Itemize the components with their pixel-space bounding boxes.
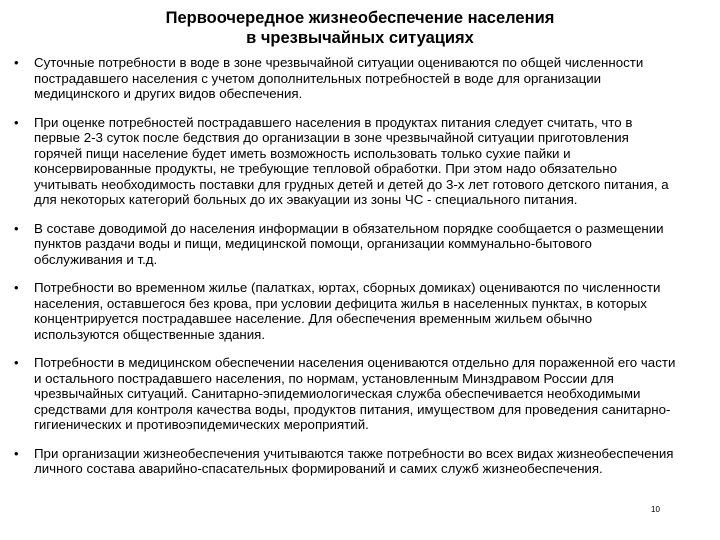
bullet-text-information: В составе доводимой до населения информации в обязательном порядке сообщается о размещении пунктов раздачи воды и пищи, медицинской помощи, организации коммунально-бытового обслуживания и т.д. xyxy=(34,220,664,267)
list-item xyxy=(12,355,680,433)
bullet-icon: • xyxy=(14,280,19,295)
list-item xyxy=(12,280,680,342)
bullet-text-water: Суточные потребности в воде в зоне чрезвычайной ситуации оцениваются по общей численности пострадавшего населения с учетом дополнительных потребностей в воде для организации медицинского и других видов обеспечения. xyxy=(34,55,644,101)
list-item xyxy=(12,115,680,208)
bullet-icon: • xyxy=(14,55,19,70)
bullet-icon: • xyxy=(14,445,19,461)
page-number: 10 xyxy=(651,505,660,514)
title-line-2: в чрезвычайных ситуациях xyxy=(246,29,474,47)
bullet-text-housing: Потребности во временном жилье (палатках, юртах, сборных домиках) оцениваются по численности населения, оставшегося без крова, при условии дефицита жилья в населенных пунктах, в которых концентрируется пострадавшее население. Для обеспечения временным жильем обычно используются общественные здания. xyxy=(34,280,661,342)
page-title xyxy=(60,8,660,48)
bullet-icon: • xyxy=(14,355,19,370)
list-item xyxy=(12,221,680,268)
bullet-list xyxy=(12,55,680,490)
bullet-text-medical: Потребности в медицинском обеспечении населения оцениваются отдельно для пораженной его части и остального пострадавшего населения, по нормам, установленным Минздравом России для чрезвычайных ситуаций. Санитарно-эпидемиологическая служба обеспечивается необходимыми средствами для контроля качества воды, продуктов питания, имуществом для проведения санитарно-гигиенических и противоэпидемических мероприятий. xyxy=(34,355,676,432)
list-item xyxy=(12,55,680,102)
list-item xyxy=(12,446,680,477)
bullet-text-food: При оценке потребностей пострадавшего населения в продуктах питания следует считать, что в первые 2-3 суток после бедствия до организации в зоне чрезвычайной ситуации приготовления горячей пищи население будет иметь возможность использовать только сухие пайки и консервированные продукты, не требующие тепловой обработки. При этом надо обязательно учитывать необходимость поставки для грудных детей и детей до 3-х лет готового детского питания, а для некоторых категорий больных до их эвакуации из зоны ЧС - специального питания. xyxy=(34,114,669,207)
title-line-1: Первоочередное жизнеобеспечение населения xyxy=(165,9,555,27)
bullet-icon: • xyxy=(14,220,19,236)
bullet-text-personnel: При организации жизнеобеспечения учитываются также потребности во всех видах жизнеобеспечения личного состава аварийно-спасательных формирований и самих служб жизнеобеспечения. xyxy=(34,445,674,476)
bullet-icon: • xyxy=(14,114,19,130)
